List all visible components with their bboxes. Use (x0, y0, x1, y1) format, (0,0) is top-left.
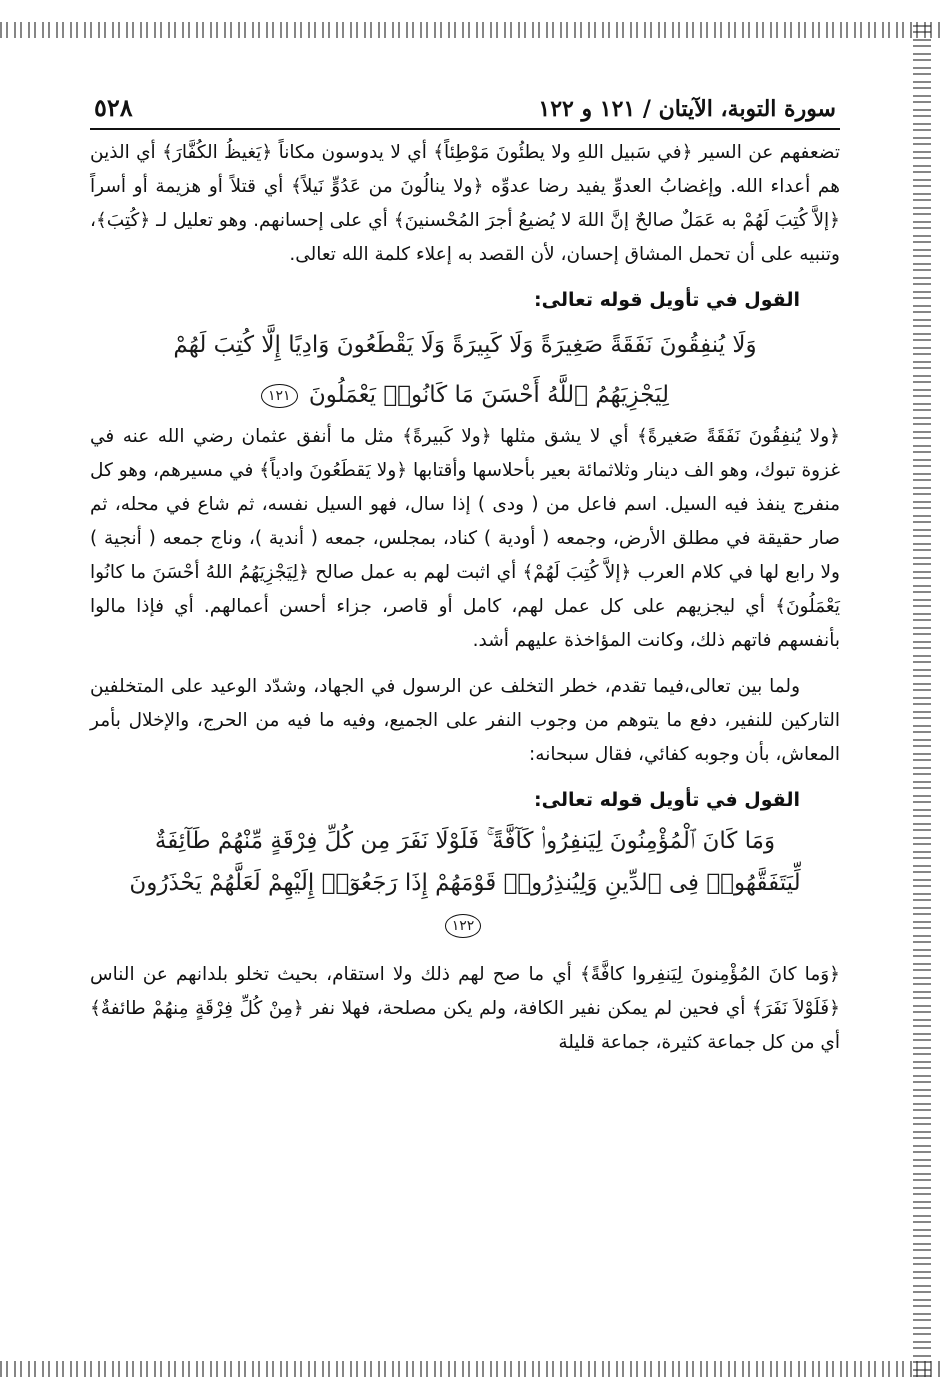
section-heading-1: القول في تأويل قوله تعالى: (534, 289, 800, 311)
verse-121-line-1: وَلَا يُنفِقُونَ نَفَقَةً صَغِيرَةً وَلَا كَبِيرَةً وَلَا يَقْطَعُونَ وَادِيًا إِلَّا كُتِبَ لَهُمْ (173, 332, 757, 358)
verse-121-line-2 (120, 370, 810, 420)
running-title: سورة التوبة، الآيتان / ١٢١ و ١٢٢ (538, 96, 836, 122)
page-body (90, 70, 840, 1060)
verse-122-line-1: وَمَا كَانَ ٱلْمُؤْمِنُونَ لِيَنفِرُوا۟ كَآفَّةً ۚ فَلَوْلَا نَفَرَ مِن كُلِّ فِرْقَةٍ مِّنْهُمْ طَآئِفَةٌ (154, 828, 776, 854)
paragraph-1: تضعفهم عن السير ﴿في سَبيل اللهِ ولا يطئُونَ مَوْطِئاً﴾ أي لا يدوسون مكاناً ﴿يَغيظُ الكُفَّارَ﴾ أي الذين هم أعداء الله. وإغضابُ العدوِّ يفيد رضا عدوِّه ﴿ولا ينالُونَ من عَدُوٍّ نَيلاً﴾ أي قتلاً أو هزيمة أو أسراً ﴿إلاَّ كُتِبَ لَهُمْ به عَمَلٌ صالحٌ إنَّ اللهَ لا يُضيعُ أجرَ المُحْسنينَ﴾ أي على إحسانهم. وهو تعليل لـ ﴿كُتِبَ﴾، وتنبيه على أن تحمل المشاق إحسان، لأن القصد به إعلاء كلمة الله تعالى. (90, 142, 840, 265)
section-heading-2: القول في تأويل قوله تعالى: (534, 789, 800, 811)
paragraph-2: ﴿ولا يُنفِقُونَ نَفَقَةً صَغيرةً﴾ أي لا يشق مثلها ﴿ولا كَبيرةً﴾ مثل ما أنفق عثمان رضي الله عنه في غزوة تبوك، وهو الف دينار وثلاثمائة بعير بأحلاسها وأقتابها ﴿ولا يَقطَعُونَ وادياً﴾ في مسيرهم، وهو كل منفرج ينفذ فيه السيل. اسم فاعل من ( ودى ) إذا سال، فهو السيل نفسه، ثم شاع في محله، ثم صار حقيقة في مطلق الأرض، وجمعه ( أودية ) كناد، بمجلس، جمعه ( أندية )، وناج جمعه ( أنجية ) ولا رابع لها في كلام العرب ﴿إلاَّ كُتِبَ لَهُمْ﴾ أي اثبت لهم به عمل صالح ﴿لِيَجْزِيَهُمُ اللهُ أحْسَنَ ما كانُوا يَعْمَلُونَ﴾ أي ليجزيهم على كل عمل لهم، كامل أو قاصر، جزاء أحسن أعمالهم. أي فإذا مالوا بأنفسهم فاتهم ذلك، وكانت المؤاخذة عليهم أشد. (90, 426, 840, 651)
paragraph-3: ولما بين تعالى،فيما تقدم، خطر التخلف عن الرسول في الجهاد، وشدّد الوعيد على المتخلفين التاركين للنفير، دفع ما يتوهم من وجوب النفر على الجميع، وفيه ما فيه من الحرج، والإخلال بأمر المعاش، بأن وجوبه كفائي، فقال سبحانه: (90, 676, 840, 765)
bottom-ornamental-border (0, 1361, 941, 1377)
paragraph-4: ﴿وَما كانَ المُؤْمِنونَ لِيَنفِروا كافَّةً﴾ أي ما صح لهم ذلك ولا استقام، بحيث تخلو بلدانهم عن الناس ﴿فَلَوْلاَ نَفَرَ﴾ أي فحين لم يمكن نفير الكافة، ولم يكن مصلحة، فهلا نفر ﴿مِنْ كُلِّ فِرْقَةٍ مِنهُمْ طائفةٌ﴾ أي من كل جماعة كثيرة، جماعة قليلة (90, 964, 840, 1053)
verse-122-line-2-text: لِّيَتَفَقَّهُوا۟ فِى ٱلدِّينِ وَلِيُنذِرُوا۟ قَوْمَهُمْ إِذَا رَجَعُوٓا۟ إِلَيْهِمْ لَعَلَّهُمْ يَحْذَرُونَ (129, 870, 801, 896)
top-ornamental-border (0, 22, 941, 38)
running-header (90, 70, 840, 130)
page-number: ٥٢٨ (94, 93, 133, 122)
right-ornamental-border (913, 22, 931, 1377)
verse-121-line-2-text: لِيَجْزِيَهُمُ ٱللَّهُ أَحْسَنَ مَا كَانُوا۟ يَعْمَلُونَ (308, 382, 669, 408)
verse-122-line-2 (120, 862, 810, 946)
verse-number-122: ١٢٢ (445, 914, 482, 938)
verse-number-121: ١٢١ (261, 384, 298, 408)
